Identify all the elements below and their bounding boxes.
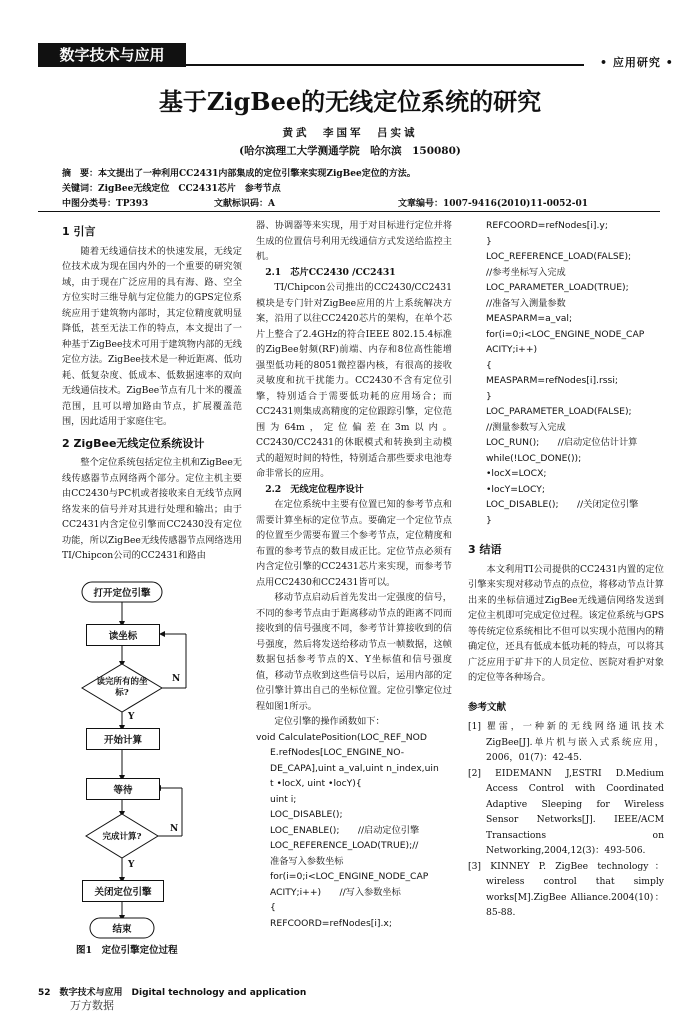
reference-list [468,719,664,921]
code-line: LOC_RUN(); //启动定位估计计算 [486,437,638,448]
column-2 [256,218,452,931]
reference-item: [1] 瞿雷，一种新的无线网络通讯技术ZigBee[J].单片机与嵌入式系统应用，2006，01(7)：42-45. [468,721,664,763]
column-1 [62,218,242,564]
code-line: LOC_DISABLE(); //关闭定位引擎 [486,499,639,510]
flowchart [62,578,248,958]
code-line: t •locX, uint •locY){ [270,778,362,789]
document-code: 文献标识码：A [214,199,275,209]
label-no: N [170,824,179,834]
flow-read-coords: 读坐标 [86,624,160,646]
paragraph: 在定位系统中主要有位置已知的参考节点和需要计算坐标的定位节点。要确定一个定位节点的位置至少需要布置三个参考节点，定位精度和布置的参考节点的数目成正比。定位节点必须有内含定位引擎的CC2431芯片来实现，而参考节点用CC2430和CC2431皆可以。 [256,499,452,588]
figure-caption: 图1 定位引擎定位过程 [76,945,178,956]
paragraph: 移动节点启动后首先发出一定强度的信号，不同的参考节点由于距离移动节点的距离不同而接收到的信号强度不同，参考节计算接收到的信号强度，然后将发送给移动节点一帧数据，这帧数据包括参考节点的X、Y坐标值和信号强度值，移动节点收到这些信号以后，运用内部的定位引擎计算出自己的坐标位置。定位引擎定位过程如图1所示。 [256,592,452,712]
watermark: 万方数据 [70,999,114,1012]
code-line: REFCOORD=refNodes[i].y; [486,220,608,231]
journal-tab: 数字技术与应用 [38,43,186,67]
paragraph: 定位引擎的操作函数如下： [274,716,385,727]
heading-introduction: 1 引言 [62,225,96,238]
code-line: } [486,390,492,402]
page-footer: 52 数字技术与应用 Digital technology and application [38,988,307,998]
flow-decision-done: 完成计算? [102,832,142,842]
code-line: DE_CAPA],uint a_val,uint n_index,uin [270,762,439,774]
code-line: } [486,235,492,247]
column-3 [468,218,664,921]
reference-item: [2] EIDEMANN J,ESTRI D.Medium Access Control with Coordinated Adaptive Sleeping for Wireless Sensor Networks[J]. IEEE/ACM Transactions on Networking,2004,12(3)：493-506. [468,767,664,856]
authors: 黄武 李国军 吕实诚 [282,127,418,139]
flow-wait: 等待 [86,778,160,800]
flow-decision-read-all: 读完所有的坐标? [96,677,148,698]
article-number: 文章编号：1007-9416(2010)11-0052-01 [398,199,588,209]
label-yes: Y [128,712,135,722]
code-line: uint i; [270,793,297,805]
clc-number: 中图分类号：TP393 [62,199,149,209]
code-line: REFCOORD=refNodes[i].x; [270,917,392,929]
code-line: //准备写入测量参数 [486,297,566,309]
code-line: LOC_REFERENCE_LOAD(TRUE);// [270,840,419,851]
affiliation: (哈尔滨理工大学测通学院 哈尔滨 150080) [239,145,461,157]
flow-begin-calc: 开始计算 [86,728,160,750]
code-line: ACITY;i++) //写入参数坐标 [270,886,401,898]
code-line: MEASPARM=a_val; [486,313,573,324]
code-line: 准备写入参数坐标 [270,855,344,867]
flow-close-engine: 关闭定位引擎 [82,880,164,902]
paragraph: 整个定位系统包括定位主机和ZigBee无线传感器节点网络两个部分。定位主机主要由CC2430与PC机或者接收来自无线节点网络发来的信号并对其进行处理和输出；由于CC2431内含定位引擎而CC2430没有定位功能，所以ZigBee无线传感器节点网络选用TI/Chipcon公司的CC2431和路由 [62,457,242,561]
paragraph: 本文利用TI公司提供的CC2431内置的定位引擎来实现对移动节点的点位，将移动节点计算出来的坐标信通过ZigBee无线通信网络发送到定位主机即可完成定位过程。该定位系统与GPS等传统定位系统相比不但可以实现小范围内的精确定位，还具有低成本低功耗的特点，可以将其广泛应用于矿井下的人员定位、医院对看护对象的定位等各种场合。 [468,563,664,683]
heading-conclusion: 3 结语 [468,543,502,556]
code-line: { [270,902,276,913]
keywords: 关键词：ZigBee无线定位 CC2431芯片 参考节点 [62,184,281,194]
heading-chip: 2.1 芯片CC2430 /CC2431 [265,266,396,278]
code-block [256,730,452,932]
code-line: while(!LOC_DONE()); [486,452,582,464]
code-line: //测量参数写入完成 [486,421,566,433]
code-block [468,218,664,528]
code-line: LOC_PARAMETER_LOAD(TRUE); [486,282,629,293]
paragraph: 随着无线通信技术的快速发展，无线定位技术成为现在国内外的一个重要的研究领域，由于现在广泛应用的具有海、路、空全方位实时三维导航与定位能力的GPS定位系统应用于建筑物内部时，其定位精度就明显降低，甚至无法工作的特点，本文提出了一种基于ZigBee技术可用于建筑物内部的无线定位方法。ZigBee技术是一种近距离、低功耗、低复杂度、低成本、低数据速率的双向无线通信技术。ZigBee节点有几十米的覆盖范围，且可以增加路由节点，扩展覆盖范围，因此适用于家庭住宅。 [62,245,242,427]
code-line: for(i=0;i<LOC_ENGINE_NODE_CAP [270,871,429,882]
reference-item: [3] KINNEY P. ZigBee technology：wireless control that simply works[M].ZigBee Alliance.2004(10)：85-88. [468,860,664,918]
paragraph: TI/Chipcon公司推出的CC2430/CC2431模块是专门针对ZigBee应用的片上系统解决方案，沿用了以往CC2420芯片的架构，在单个芯片上整合了2.4GHz的符合IEEE 802.15.4标准的ZigBee射频(RF)前端、内存和8位高性能增强型低功耗的8051微控器内核，有很高的接收灵敏度和抗干扰能力。CC2430不含有定位引擎，特别适合于需要低功耗的应用场合；而CC2431则集成高精度的定位跟踪引擎，定位范围为64m，定位偏差在3m以内。CC2430/CC2431的休眠模式和转换到主动模式的超短时间的特性，特别适合那些要求电池寿命非常长的应用。 [256,282,452,479]
label-no: N [172,674,181,684]
abstract: 摘 要：本文提出了一种利用CC2431内部集成的定位引擎来实现ZigBee定位的方法。 [62,169,416,179]
code-line: LOC_REFERENCE_LOAD(FALSE); [486,251,632,262]
code-line: } [486,514,492,526]
section-label: • 应用研究 • [600,56,674,69]
code-line: •locX=LOCX; [486,468,547,479]
code-line: LOC_PARAMETER_LOAD(FALSE); [486,406,632,417]
flow-start: 打开定位引擎 [93,588,151,599]
code-line: void CalculatePosition(LOC_REF_NOD [256,731,427,743]
paragraph: 器、协调器等来实现，用于对目标进行定位并将生成的位置信号利用无线通信方式发送给监控主机。 [256,220,452,262]
abstract-rule [38,211,660,212]
code-line: { [486,359,492,371]
flow-end: 结束 [112,924,132,935]
code-line: //参考坐标写入完成 [486,266,566,278]
code-line: •locY=LOCY; [486,483,545,495]
references-title: 参考文献 [468,701,507,713]
header-rule [186,64,584,66]
code-line: E.refNodes[LOC_ENGINE_NO- [270,747,405,758]
label-yes: Y [128,860,135,870]
code-line: LOC_DISABLE(); [270,809,343,820]
code-line: for(i=0;i<LOC_ENGINE_NODE_CAP [486,328,645,340]
paper-title: 基于ZigBee的无线定位系统的研究 [158,87,542,116]
heading-program-design: 2.2 无线定位程序设计 [265,483,364,495]
heading-system-design: 2 ZigBee无线定位系统设计 [62,436,205,450]
code-line: LOC_ENABLE(); //启动定位引擎 [270,824,420,836]
code-line: MEASPARM=refNodes[i].rssi; [486,375,618,386]
code-line: ACITY;i++) [486,344,538,355]
